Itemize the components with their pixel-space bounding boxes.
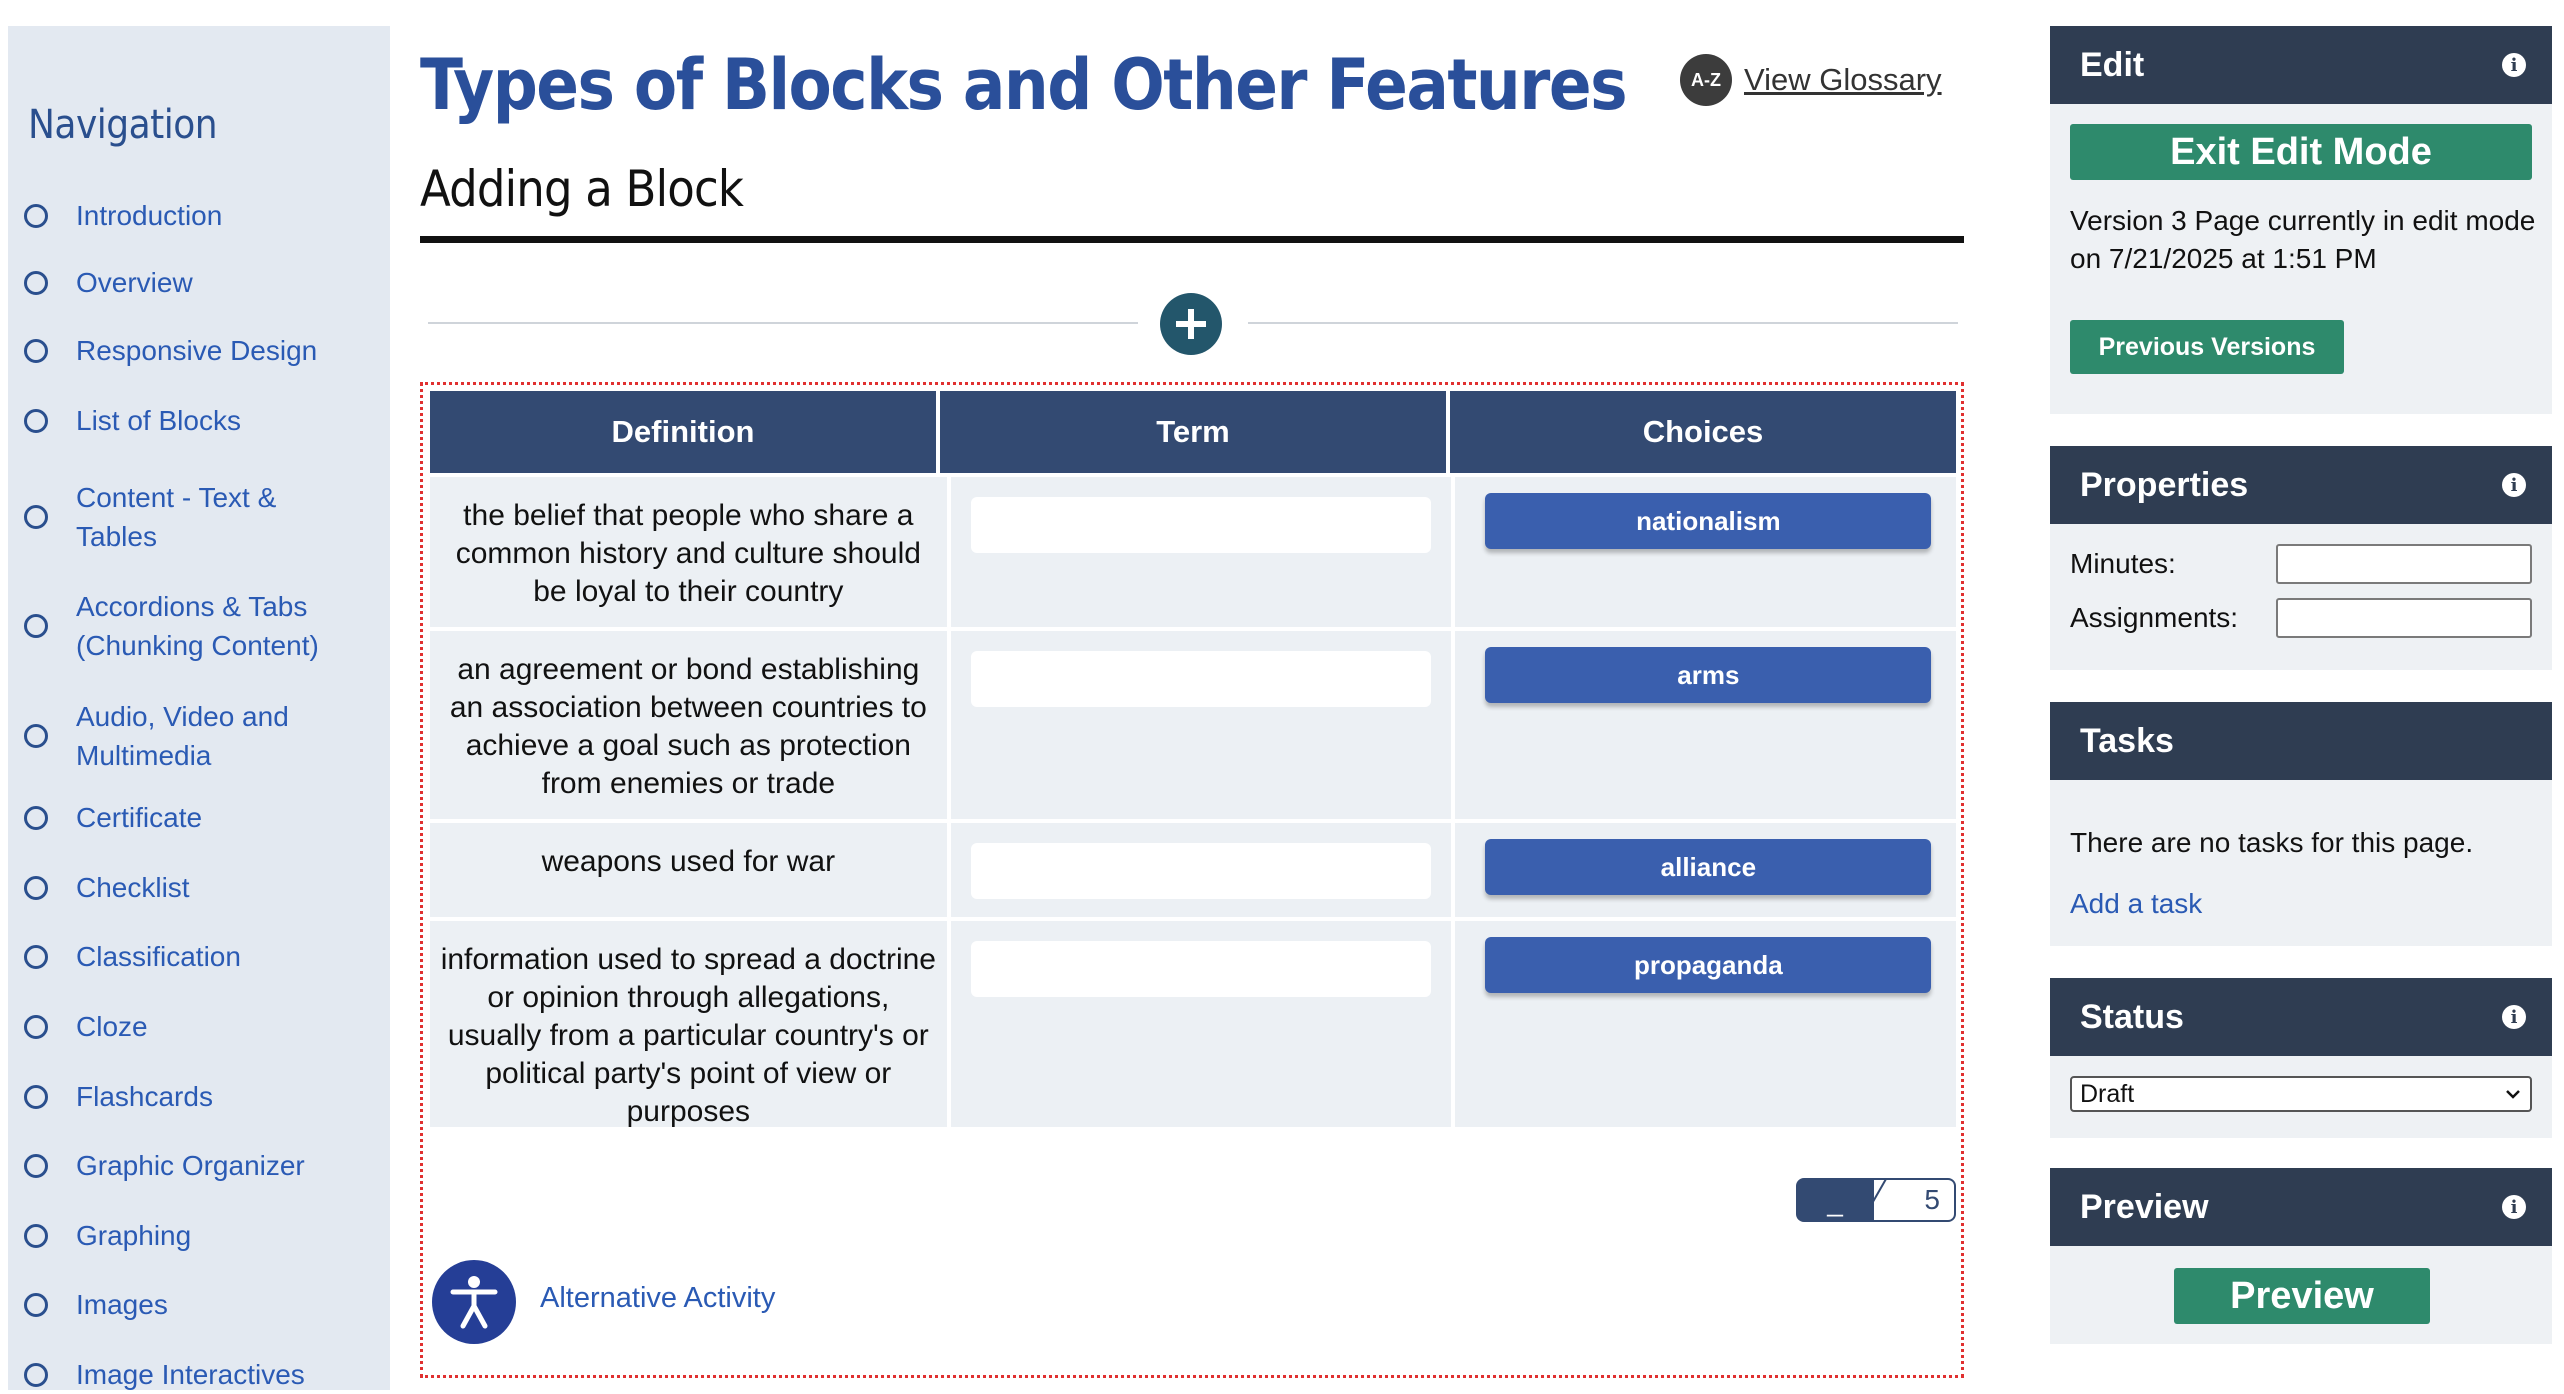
term-drop-zone[interactable] xyxy=(971,941,1431,997)
nav-item-graphic-organizer[interactable] xyxy=(24,1146,384,1185)
column-header-choices: Choices xyxy=(1450,391,1956,473)
nav-item-label: Classification xyxy=(76,941,241,972)
properties-panel xyxy=(2050,446,2552,670)
assignments-label: Assignments: xyxy=(2070,602,2239,633)
minutes-label: Minutes: xyxy=(2070,548,2176,579)
nav-item-cloze[interactable] xyxy=(24,1007,384,1046)
nav-item-introduction[interactable] xyxy=(24,196,384,235)
matching-pager xyxy=(1796,1178,1956,1222)
pager-current: _ xyxy=(1796,1178,1874,1222)
choice-cell xyxy=(1455,477,1956,627)
choice-button[interactable]: alliance xyxy=(1485,839,1931,895)
term-cell xyxy=(951,823,1452,917)
nav-item-label: Graphing xyxy=(76,1220,192,1251)
nav-item-graphing[interactable] xyxy=(24,1216,384,1255)
radio-icon[interactable] xyxy=(24,1085,48,1109)
radio-icon[interactable] xyxy=(24,614,48,638)
term-drop-zone[interactable] xyxy=(971,843,1431,899)
add-block-divider-left xyxy=(428,322,1138,324)
plus-icon xyxy=(1174,307,1208,341)
view-glossary-link[interactable]: View Glossary xyxy=(1744,62,1942,97)
nav-item-label: Flashcards xyxy=(76,1081,213,1112)
edit-panel xyxy=(2050,26,2552,414)
choice-cell xyxy=(1455,631,1956,819)
nav-item-list-of-blocks[interactable] xyxy=(24,401,384,440)
info-icon[interactable]: i xyxy=(2502,53,2526,77)
info-icon[interactable]: i xyxy=(2502,1195,2526,1219)
nav-item-accordions-tabs[interactable] xyxy=(24,587,384,665)
choice-button[interactable]: propaganda xyxy=(1485,937,1931,993)
nav-item-classification[interactable] xyxy=(24,937,384,976)
preview-panel xyxy=(2050,1168,2552,1344)
glossary-az-icon[interactable]: A-Z xyxy=(1680,54,1732,106)
term-cell xyxy=(951,477,1452,627)
radio-icon[interactable] xyxy=(24,724,48,748)
radio-icon[interactable] xyxy=(24,1224,48,1248)
radio-icon[interactable] xyxy=(24,876,48,900)
choice-button[interactable]: nationalism xyxy=(1485,493,1931,549)
nav-item-label: Images xyxy=(76,1289,168,1320)
status-select[interactable] xyxy=(2070,1076,2532,1112)
pager-slash-icon xyxy=(1860,1178,1888,1222)
info-icon[interactable]: i xyxy=(2502,473,2526,497)
choice-cell xyxy=(1455,921,1956,1127)
radio-icon[interactable] xyxy=(24,806,48,830)
status-panel xyxy=(2050,978,2552,1138)
nav-item-responsive-design[interactable] xyxy=(24,331,384,370)
radio-icon[interactable] xyxy=(24,1015,48,1039)
minutes-input[interactable] xyxy=(2276,544,2532,584)
preview-panel-title: Preview xyxy=(2080,1187,2209,1226)
nav-item-label: Introduction xyxy=(76,200,223,231)
navigation-title: Navigation xyxy=(28,102,218,148)
definition-text: information used to spread a doctrine or opinion through allegations, usually from a particular country's or political party's point of view or purposes xyxy=(430,921,947,1127)
version-info: Version 3 Page currently in edit mode on 7/21/2025 at 1:51 PM xyxy=(2070,205,2536,274)
choice-cell xyxy=(1455,823,1956,917)
alternative-activity-link[interactable]: Alternative Activity xyxy=(540,1282,776,1314)
nav-item-label: Cloze xyxy=(76,1011,148,1042)
radio-icon[interactable] xyxy=(24,1293,48,1317)
nav-item-label: Image Interactives xyxy=(76,1359,305,1390)
nav-item-label: Content - Text & Tables xyxy=(76,482,277,552)
table-row xyxy=(430,631,1956,819)
chevron-down-icon xyxy=(2504,1085,2522,1103)
info-icon[interactable]: i xyxy=(2502,1005,2526,1029)
radio-icon[interactable] xyxy=(24,204,48,228)
exit-edit-mode-button[interactable]: Exit Edit Mode xyxy=(2070,124,2532,180)
nav-item-label: Graphic Organizer xyxy=(76,1150,305,1181)
nav-item-content-text-tables[interactable] xyxy=(24,478,384,556)
radio-icon[interactable] xyxy=(24,1154,48,1178)
table-row xyxy=(430,823,1956,917)
nav-item-images[interactable] xyxy=(24,1285,384,1324)
add-block-button[interactable] xyxy=(1160,293,1222,355)
nav-item-flashcards[interactable] xyxy=(24,1077,384,1116)
nav-item-audio-video[interactable] xyxy=(24,697,384,775)
nav-item-label: Overview xyxy=(76,267,193,298)
radio-icon[interactable] xyxy=(24,339,48,363)
radio-icon[interactable] xyxy=(24,505,48,529)
definition-text: weapons used for war xyxy=(430,823,947,917)
term-drop-zone[interactable] xyxy=(971,651,1431,707)
no-tasks-text: There are no tasks for this page. xyxy=(2070,827,2474,858)
nav-item-label: Checklist xyxy=(76,872,190,903)
add-task-link[interactable]: Add a task xyxy=(2070,888,2203,919)
nav-item-overview[interactable] xyxy=(24,263,384,302)
title-divider xyxy=(420,236,1964,243)
column-header-definition: Definition xyxy=(430,391,936,473)
page-title: Types of Blocks and Other Features xyxy=(420,44,1627,126)
nav-item-checklist[interactable] xyxy=(24,868,384,907)
term-cell xyxy=(951,921,1452,1127)
status-panel-title: Status xyxy=(2080,997,2184,1036)
status-selected-value: Draft xyxy=(2080,1079,2135,1108)
section-subtitle: Adding a Block xyxy=(420,160,744,218)
view-glossary[interactable] xyxy=(1680,54,1942,106)
radio-icon[interactable] xyxy=(24,1363,48,1387)
table-row xyxy=(430,921,1956,1127)
assignments-input[interactable] xyxy=(2276,598,2532,638)
accessibility-icon[interactable] xyxy=(432,1260,516,1344)
properties-panel-title: Properties xyxy=(2080,465,2249,504)
radio-icon[interactable] xyxy=(24,945,48,969)
sidebar xyxy=(8,26,390,1390)
definition-text: the belief that people who share a common history and culture should be loyal to their country xyxy=(430,477,947,627)
tasks-panel-title: Tasks xyxy=(2080,721,2174,760)
tasks-panel xyxy=(2050,702,2552,946)
nav-item-label: Accordions & Tabs (Chunking Content) xyxy=(76,591,319,661)
nav-item-label: Certificate xyxy=(76,802,203,833)
radio-icon[interactable] xyxy=(24,271,48,295)
choice-button[interactable]: arms xyxy=(1485,647,1931,703)
previous-versions-button[interactable]: Previous Versions xyxy=(2070,320,2344,374)
preview-button[interactable]: Preview xyxy=(2174,1268,2430,1324)
nav-item-image-interactives[interactable] xyxy=(24,1355,384,1394)
term-drop-zone[interactable] xyxy=(971,497,1431,553)
nav-item-label: Responsive Design xyxy=(76,335,318,366)
definition-text: an agreement or bond establishing an association between countries to achieve a goal such as protection from enemies or trade xyxy=(430,631,947,819)
nav-item-label: Audio, Video and Multimedia xyxy=(76,701,289,771)
add-block-divider-right xyxy=(1248,322,1958,324)
matching-table xyxy=(430,391,1956,1127)
table-row xyxy=(430,477,1956,627)
column-header-term: Term xyxy=(940,391,1446,473)
nav-item-certificate[interactable] xyxy=(24,798,384,837)
edit-panel-title: Edit xyxy=(2080,45,2145,84)
pager-total: 5 xyxy=(1874,1178,1956,1222)
radio-icon[interactable] xyxy=(24,409,48,433)
term-cell xyxy=(951,631,1452,819)
accessibility-figure-icon xyxy=(449,1274,499,1330)
nav-item-label: List of Blocks xyxy=(76,405,241,436)
